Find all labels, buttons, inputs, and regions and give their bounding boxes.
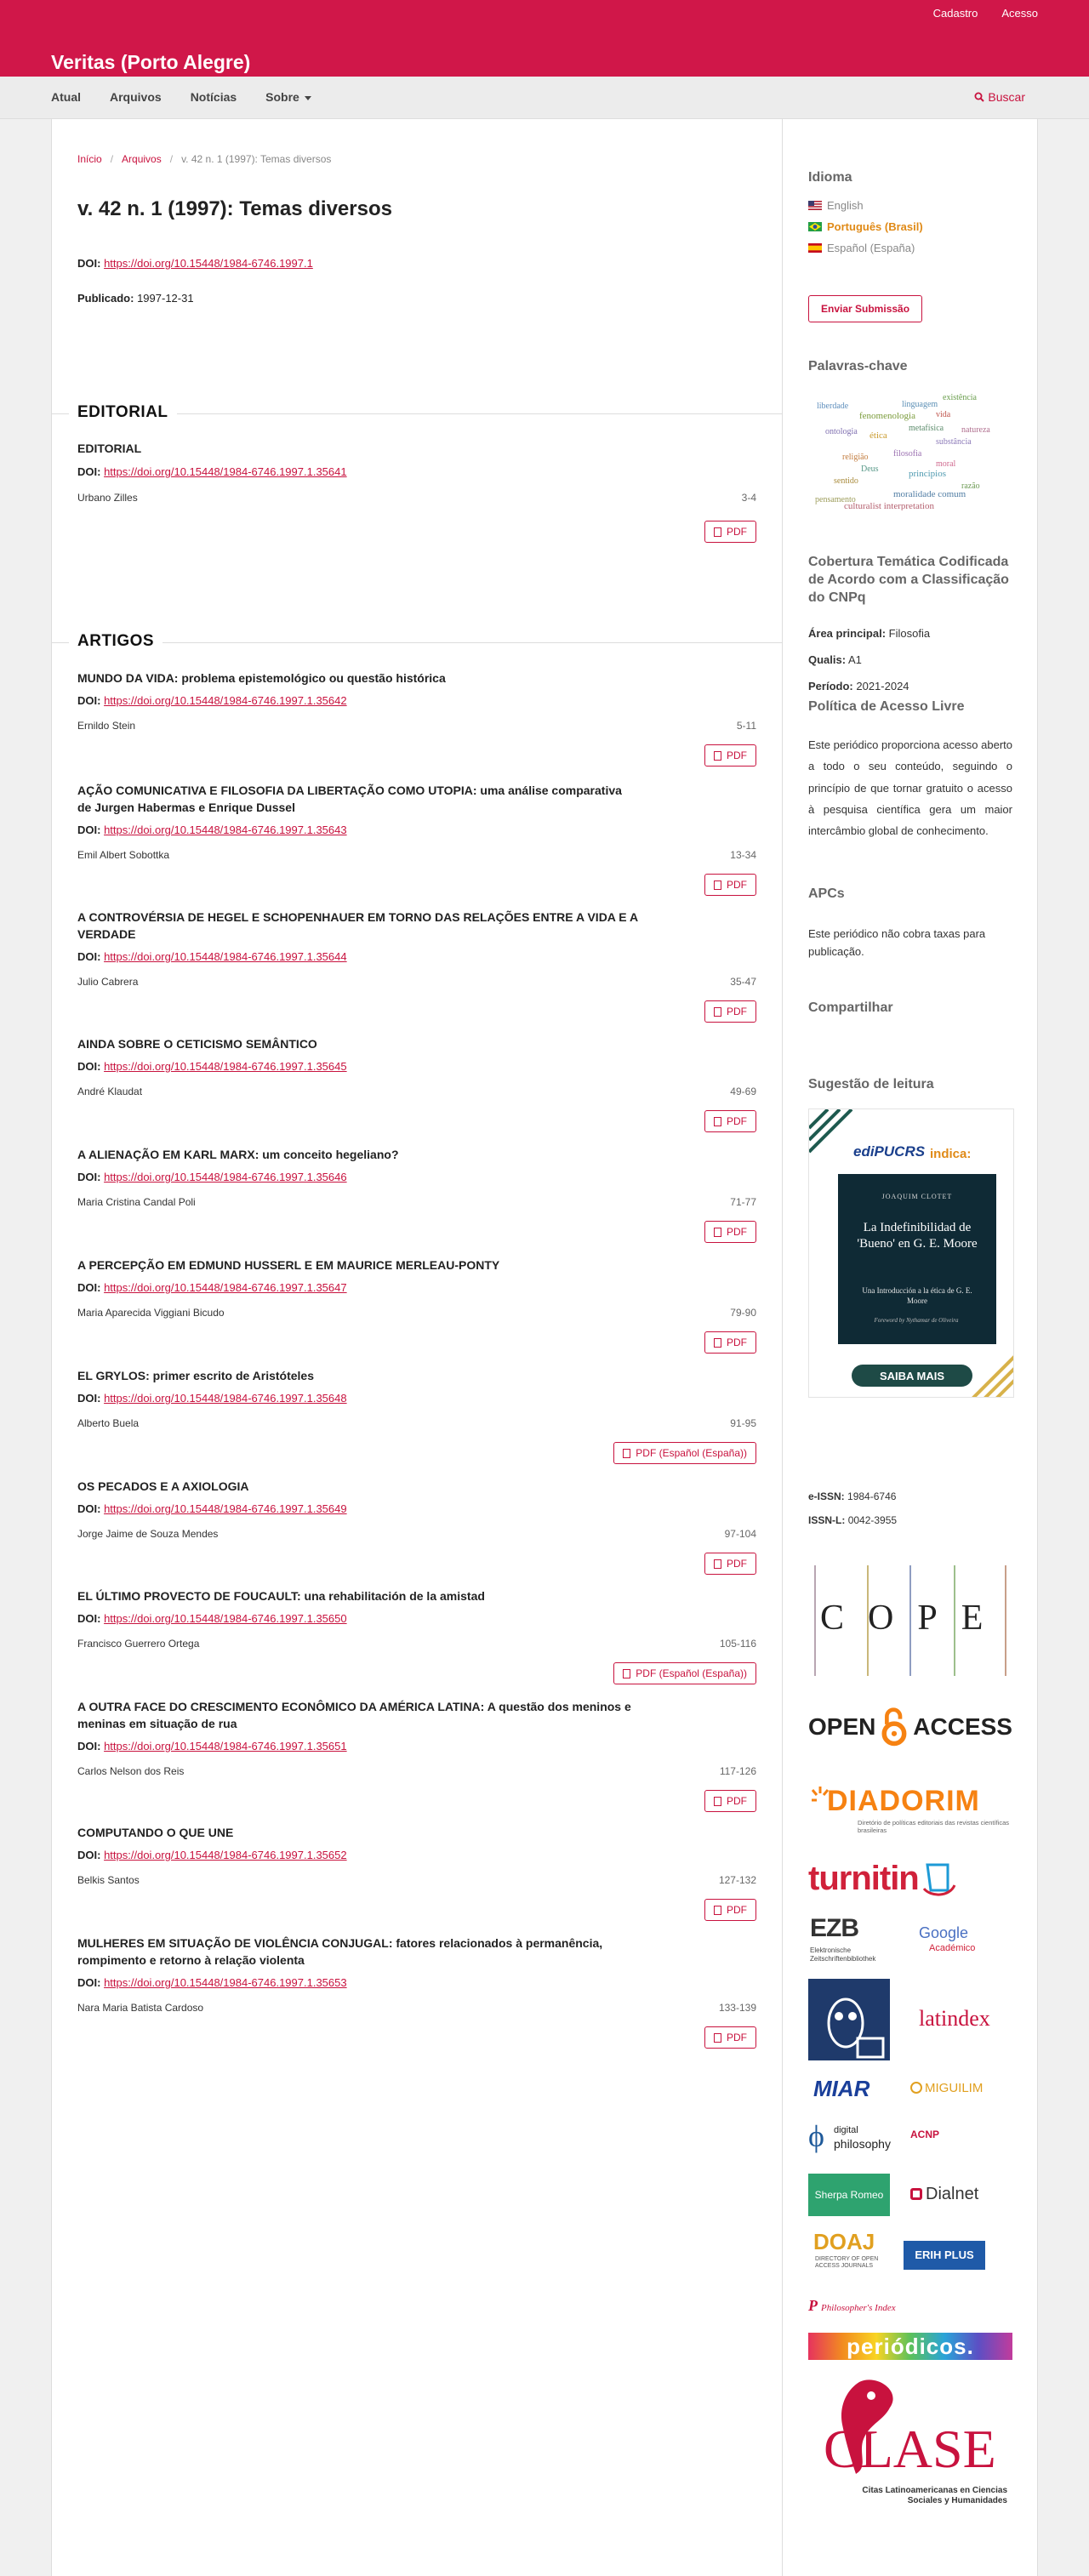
open-access-heading: Política de Acesso Livre <box>808 699 965 714</box>
article-pages: 133-139 <box>718 2002 756 2014</box>
doaj-subtitle: DIRECTORY OF OPEN ACCESS JOURNALS <box>815 2256 879 2270</box>
article-doi-link[interactable]: https://doi.org/10.15448/1984-6746.1997.1.35652 <box>104 1849 347 1861</box>
file-pdf-icon <box>623 1669 630 1678</box>
philosophers-index-logo[interactable] <box>808 2297 896 2315</box>
ezb-text: EZB <box>810 1914 858 1942</box>
article-pages: 35-47 <box>730 976 756 988</box>
article-title[interactable]: A ALIENAÇÃO EM KARL MARX: um conceito hegeliano? <box>77 1148 399 1161</box>
keyword[interactable]: culturalist interpretation <box>844 501 934 510</box>
file-pdf-icon <box>714 1338 721 1348</box>
clase-text: CLASE <box>824 2419 996 2479</box>
language-label: Português (Brasil) <box>827 220 923 233</box>
keyword[interactable]: liberdade <box>817 402 849 411</box>
doi-label: DOI: <box>77 1060 101 1073</box>
article-doi-link[interactable]: https://doi.org/10.15448/1984-6746.1997.1.35648 <box>104 1392 347 1405</box>
book-foreword: Foreword by Nythamar de Oliveira <box>874 1317 959 1324</box>
main-content <box>51 119 783 2576</box>
section-title: ARTIGOS <box>69 632 162 651</box>
section-title: EDITORIAL <box>69 403 177 422</box>
file-pdf-icon <box>623 1449 630 1458</box>
section-heading-artigos <box>52 632 784 653</box>
article-doi-link[interactable]: https://doi.org/10.15448/1984-6746.1997.1.35649 <box>104 1502 347 1515</box>
doi-label: DOI: <box>77 1171 101 1183</box>
article-title[interactable]: AINDA SOBRE O CETICISMO SEMÂNTICO <box>77 1037 317 1051</box>
digital-text: digital <box>834 2125 858 2135</box>
qualis-value: A1 <box>847 653 862 666</box>
article-pages: 117-126 <box>719 1765 756 1777</box>
article-doi <box>77 824 347 836</box>
pdf-galley-button[interactable] <box>704 2026 756 2049</box>
article-author: Francisco Guerrero Ortega <box>77 1638 200 1650</box>
article-pages: 49-69 <box>730 1086 756 1097</box>
dialnet-logo[interactable] <box>910 2185 978 2204</box>
user-links <box>933 7 1038 20</box>
pdf-galley-button[interactable] <box>613 1442 756 1464</box>
google-text: Google <box>919 1924 969 1941</box>
apcs-heading: APCs <box>808 886 845 901</box>
article-pages: 5-11 <box>736 720 756 732</box>
keyword[interactable]: pensamento <box>815 495 856 504</box>
article-doi <box>77 1392 347 1405</box>
breadcrumb-separator: / <box>169 153 174 165</box>
file-pdf-icon <box>714 1228 721 1237</box>
keyword[interactable]: principios <box>909 469 946 479</box>
philosophers-index-text: Philosopher's Index <box>821 2303 896 2313</box>
primary-nav <box>0 77 1089 119</box>
open-lock-icon <box>879 1701 909 1752</box>
pdf-galley-label: PDF <box>727 2032 747 2043</box>
pdf-galley-button[interactable] <box>704 1331 756 1354</box>
article-doi-link[interactable]: https://doi.org/10.15448/1984-6746.1997.1.35647 <box>104 1281 347 1294</box>
file-pdf-icon <box>714 881 721 890</box>
pdf-galley-label: PDF <box>727 749 747 761</box>
nav-about-label: Sobre <box>265 90 299 104</box>
article-doi <box>77 465 347 478</box>
keyword-cloud <box>808 383 1012 510</box>
issue-published <box>77 292 194 305</box>
published-label: Publicado: <box>77 292 134 305</box>
issue-doi-label: DOI: <box>77 257 101 270</box>
site-title[interactable]: Veritas (Porto Alegre) <box>51 51 251 73</box>
keyword[interactable]: natureza <box>961 425 990 435</box>
edipucrs-logo: ediPUCRS <box>853 1143 926 1160</box>
doi-label: DOI: <box>77 694 101 707</box>
pdf-galley-label: PDF <box>727 1115 747 1127</box>
article-doi-link[interactable]: https://doi.org/10.15448/1984-6746.1997.1.35645 <box>104 1060 347 1073</box>
nav-current[interactable]: Atual <box>51 90 81 104</box>
pdf-galley-label: PDF <box>727 1904 747 1916</box>
chevron-down-icon <box>305 96 311 100</box>
open-access-left: OPEN <box>808 1713 876 1740</box>
issue-doi <box>77 257 313 270</box>
nav-about[interactable] <box>265 90 311 104</box>
periodo-value: 2021-2024 <box>856 680 909 692</box>
article-doi-link[interactable]: https://doi.org/10.15448/1984-6746.1997.1.35653 <box>104 1976 347 1989</box>
keyword[interactable]: razão <box>961 482 980 491</box>
article-author: Maria Cristina Candal Poli <box>77 1196 196 1208</box>
acnp-logo[interactable]: ACNP <box>910 2129 940 2140</box>
article-doi-link[interactable]: https://doi.org/10.15448/1984-6746.1997.1.35641 <box>104 465 347 478</box>
article-author: Nara Maria Batista Cardoso <box>77 2002 204 2014</box>
doaj-logo[interactable] <box>808 2229 893 2285</box>
article-pages: 97-104 <box>724 1528 756 1540</box>
eissn-value: 1984-6746 <box>847 1490 897 1502</box>
article-pages: 91-95 <box>730 1417 756 1429</box>
pdf-galley-button[interactable] <box>613 1662 756 1684</box>
search-link[interactable] <box>974 90 1025 104</box>
article-author: Belkis Santos <box>77 1874 140 1886</box>
keyword[interactable]: vida <box>936 410 951 419</box>
apcs-text: Este periódico não cobra taxas para publicação. <box>808 927 986 958</box>
diadorim-logo[interactable] <box>808 1778 1012 1838</box>
search-label: Buscar <box>988 90 1025 104</box>
doi-label: DOI: <box>77 1502 101 1515</box>
breadcrumb-current: v. 42 n. 1 (1997): Temas diversos <box>181 153 332 165</box>
language-label: English <box>827 199 864 212</box>
breadcrumb-home[interactable]: Início <box>77 153 102 165</box>
article-title[interactable]: A CONTROVÉRSIA DE HEGEL E SCHOPENHAUER EM TORNO DAS RELAÇÕES ENTRE A VIDA E A VERDADE <box>77 910 638 941</box>
book-subtitle: Una Introducción a la ética de G. E. Moore <box>862 1286 972 1305</box>
file-pdf-icon <box>714 1007 721 1017</box>
pdf-galley-label: PDF <box>727 1795 747 1807</box>
doaj-text: DOAJ <box>813 2229 875 2254</box>
article-doi <box>77 1281 347 1294</box>
pdf-galley-label: PDF (Español (España)) <box>636 1667 747 1679</box>
indica-label: indica: <box>930 1147 972 1161</box>
qualis-label: Qualis: <box>808 653 847 666</box>
article-title[interactable]: OS PECADOS E A AXIOLOGIA <box>77 1479 249 1493</box>
keyword-cloud-graphic <box>808 383 1012 510</box>
doi-label: DOI: <box>77 1740 101 1752</box>
pdf-galley-label: PDF <box>727 879 747 891</box>
article-author: Jorge Jaime de Souza Mendes <box>77 1528 219 1540</box>
article-author: Emil Albert Sobottka <box>77 849 170 861</box>
article-doi-link[interactable]: https://doi.org/10.15448/1984-6746.1997.1.35651 <box>104 1740 347 1752</box>
ezb-logo[interactable] <box>808 1914 902 1967</box>
reading-suggestion-banner[interactable] <box>808 1108 1014 1398</box>
keyword[interactable]: fenomenologia <box>859 411 915 421</box>
language-label: Español (España) <box>827 242 915 254</box>
article-pages: 3-4 <box>741 492 756 504</box>
article-title[interactable]: EL GRYLOS: primer escrito de Aristóteles <box>77 1369 315 1382</box>
ezb-subtitle: Elektronische Zeitschriftenbibliothek <box>810 1946 876 1963</box>
nav-news[interactable]: Notícias <box>190 90 237 104</box>
keyword[interactable]: sentido <box>834 476 858 486</box>
eissn-label: e-ISSN: <box>808 1490 845 1502</box>
turnitin-page-icon <box>922 1860 956 1897</box>
file-pdf-icon <box>714 1117 721 1126</box>
latindex-logo[interactable]: latindex <box>919 2006 990 2031</box>
google-subtitle: Académico <box>929 1943 976 1953</box>
open-access-text: Este periódico proporciona acesso aberto a todo o seu conteúdo, seguindo o princípio de que tornar gratuito o acesso à pesquisa científica gera um maior intercâmbio global de conhecimento. <box>808 738 1012 838</box>
doi-label: DOI: <box>77 824 101 836</box>
sherpa-romeo-logo[interactable]: Sherpa Romeo <box>808 2174 890 2216</box>
article-doi-link[interactable]: https://doi.org/10.15448/1984-6746.1997.1.35650 <box>104 1612 347 1625</box>
article-doi <box>77 694 347 707</box>
keyword[interactable]: ontologia <box>825 427 858 436</box>
cnpq-area <box>808 624 1012 645</box>
us-flag-icon <box>808 201 822 210</box>
cnpq-qualis <box>808 650 1012 671</box>
spain-flag-icon <box>808 243 822 253</box>
file-pdf-icon <box>714 1797 721 1806</box>
keyword[interactable]: Deus <box>861 464 879 474</box>
doi-label: DOI: <box>77 950 101 963</box>
owl-icon <box>808 1979 890 2060</box>
article-doi <box>77 950 347 963</box>
register-link[interactable]: Cadastro <box>932 7 978 20</box>
pdf-galley-button[interactable] <box>704 744 756 767</box>
cnpq-heading: Cobertura Temática Codificada de Acordo com a Classificação do CNPq <box>808 555 1009 605</box>
reading-suggestion-heading: Sugestão de leitura <box>808 1077 934 1091</box>
article-pages: 13-34 <box>730 849 756 861</box>
article-author: Maria Aparecida Viggiani Bicudo <box>77 1307 225 1319</box>
article-title[interactable]: EDITORIAL <box>77 442 142 455</box>
doi-label: DOI: <box>77 465 101 478</box>
share-heading: Compartilhar <box>808 1000 893 1015</box>
breadcrumb <box>77 153 331 165</box>
article-author: Julio Cabrera <box>77 976 139 988</box>
doi-label: DOI: <box>77 1849 101 1861</box>
cope-logo[interactable] <box>808 1557 1012 1684</box>
miguilim-circle-icon <box>910 2082 922 2094</box>
pdf-galley-button[interactable] <box>704 1000 756 1023</box>
breadcrumb-separator: / <box>110 153 114 165</box>
turnitin-text: turnitin <box>808 1859 919 1897</box>
search-icon <box>974 92 984 102</box>
file-pdf-icon <box>714 2033 721 2043</box>
doi-label: DOI: <box>77 1612 101 1625</box>
doi-label: DOI: <box>77 1976 101 1989</box>
keyword[interactable]: ética <box>869 430 887 441</box>
article-title[interactable]: COMPUTANDO O QUE UNE <box>77 1826 234 1839</box>
section-heading-editorial <box>52 403 784 424</box>
article-title[interactable]: A PERCEPÇÃO EM EDMUND HUSSERL E EM MAURICE MERLEAU-PONTY <box>77 1258 500 1272</box>
keyword[interactable]: existência <box>943 393 977 402</box>
philosophers-index-icon: P <box>808 2297 818 2314</box>
digital-philosophy-logo[interactable] <box>808 2118 902 2161</box>
erih-plus-logo[interactable]: ERIH PLUS <box>904 2241 985 2270</box>
article-pages: 127-132 <box>718 1874 756 1886</box>
periodo-label: Período: <box>808 680 853 692</box>
article-author: Carlos Nelson dos Reis <box>77 1765 185 1777</box>
file-pdf-icon <box>714 751 721 761</box>
site-header <box>0 0 1089 77</box>
issue-doi-link[interactable]: https://doi.org/10.15448/1984-6746.1997.1 <box>104 257 313 270</box>
article-title[interactable]: AÇÃO COMUNICATIVA E FILOSOFIA DA LIBERTAÇÃO COMO UTOPIA: uma análise comparativa de Jurgen Habermas e Enrique Dussel <box>77 784 622 814</box>
pdf-galley-label: PDF (Español (España)) <box>636 1447 747 1459</box>
article-doi-link[interactable]: https://doi.org/10.15448/1984-6746.1997.1.35642 <box>104 694 347 707</box>
language-heading: Idioma <box>808 170 852 185</box>
brazil-flag-icon <box>808 222 822 231</box>
keyword[interactable]: linguagem <box>902 400 938 409</box>
miguilim-logo[interactable] <box>910 2081 983 2095</box>
article-doi <box>77 1171 347 1183</box>
turnitin-logo[interactable] <box>808 1855 1012 1902</box>
keyword[interactable]: metafísica <box>909 424 944 433</box>
open-access-logo[interactable] <box>808 1701 1012 1752</box>
keyword[interactable]: moral <box>936 459 956 469</box>
clase-logo[interactable] <box>808 2374 1012 2518</box>
clase-subtitle: Citas Latinoamericanas en Ciencias Sociales y Humanidades <box>862 2486 1007 2505</box>
article-title[interactable]: A OUTRA FACE DO CRESCIMENTO ECONÔMICO DA AMÉRICA LATINA: A questão dos meninos e meninas em situação de rua <box>77 1700 631 1730</box>
philosophy-owl-logo[interactable] <box>808 1979 890 2060</box>
breadcrumb-archives[interactable]: Arquivos <box>122 153 162 165</box>
article-doi-link[interactable]: https://doi.org/10.15448/1984-6746.1997.1.35643 <box>104 824 347 836</box>
article-title[interactable]: MULHERES EM SITUAÇÃO DE VIOLÊNCIA CONJUGAL: fatores relacionados à permanência, rompimento e retorno à relação violenta <box>77 1936 603 1967</box>
pdf-galley-button[interactable] <box>704 521 756 543</box>
dialnet-text: Dialnet <box>926 2185 979 2203</box>
language-option-english[interactable] <box>808 199 864 212</box>
diadorim-subtitle: Diretório de políticas editoriais das revistas científicas brasileiras <box>858 1819 1009 1834</box>
nav-archives[interactable]: Arquivos <box>110 90 162 104</box>
periodicos-logo[interactable]: periódicos. <box>808 2333 1012 2360</box>
article-author: Alberto Buela <box>77 1417 140 1429</box>
issnl-value: 0042-3955 <box>847 1514 898 1526</box>
pdf-galley-button[interactable] <box>704 874 756 896</box>
area-value: Filosofia <box>888 627 931 640</box>
sidebar <box>783 119 1038 2576</box>
article-doi <box>77 1502 347 1515</box>
article-title[interactable]: EL ÚLTIMO PROVECTO DE FOUCAULT: una rehabilitación de la amistad <box>77 1589 485 1603</box>
book-title: La Indefinibilidad de 'Bueno' en G. E. Moore <box>857 1221 978 1251</box>
login-link[interactable]: Acesso <box>1001 7 1038 20</box>
file-pdf-icon <box>714 527 721 537</box>
article-pages: 71-77 <box>730 1196 756 1208</box>
language-option-portuguese[interactable] <box>808 220 923 233</box>
article-doi <box>77 1612 347 1625</box>
article-doi <box>77 1849 347 1861</box>
diadorim-text: DIADORIM <box>827 1785 980 1817</box>
cnpq-periodo <box>808 676 1012 698</box>
article-doi <box>77 1060 347 1073</box>
pdf-galley-button[interactable] <box>704 1221 756 1243</box>
pdf-galley-label: PDF <box>727 1226 747 1238</box>
article-pages: 79-90 <box>730 1307 756 1319</box>
article-author: Ernildo Stein <box>77 720 136 732</box>
article-doi-link[interactable]: https://doi.org/10.15448/1984-6746.1997.1.35646 <box>104 1171 347 1183</box>
doi-label: DOI: <box>77 1392 101 1405</box>
pdf-galley-label: PDF <box>727 1558 747 1570</box>
article-title[interactable]: MUNDO DA VIDA: problema epistemológico ou questão histórica <box>77 671 446 685</box>
cope-text: COPE <box>820 1599 1007 1638</box>
published-date: 1997-12-31 <box>137 292 194 305</box>
issnl-label: ISSN-L: <box>808 1514 846 1526</box>
doi-label: DOI: <box>77 1281 101 1294</box>
page-title: v. 42 n. 1 (1997): Temas diversos <box>77 197 392 220</box>
keyword[interactable]: moralidade comum <box>893 489 966 499</box>
pdf-galley-label: PDF <box>727 1336 747 1348</box>
article-doi-link[interactable]: https://doi.org/10.15448/1984-6746.1997.1.35644 <box>104 950 347 963</box>
issnl <box>808 1511 1012 1530</box>
book-author: JOAQUIM CLOTET <box>881 1193 953 1200</box>
pdf-galley-button[interactable] <box>704 1899 756 1921</box>
pdf-galley-button[interactable] <box>704 1553 756 1575</box>
pdf-galley-label: PDF <box>727 1006 747 1017</box>
philosophy-text: philosophy <box>834 2137 891 2151</box>
article-doi <box>77 1976 347 1989</box>
miar-logo[interactable]: MIAR <box>813 2076 870 2101</box>
file-pdf-icon <box>714 1906 721 1915</box>
miguilim-text: MIGUILIM <box>925 2081 984 2095</box>
file-pdf-icon <box>714 1559 721 1569</box>
open-access-right: ACCESS <box>913 1713 1012 1740</box>
dialnet-icon <box>910 2188 922 2200</box>
keyword[interactable]: filosofia <box>893 449 922 459</box>
keyword[interactable]: religião <box>842 453 869 462</box>
language-option-spanish[interactable] <box>808 242 915 254</box>
make-submission-button[interactable]: Enviar Submissão <box>808 295 922 322</box>
article-doi <box>77 1740 347 1752</box>
pdf-galley-button[interactable] <box>704 1790 756 1812</box>
eissn <box>808 1487 1012 1507</box>
keywords-heading: Palavras-chave <box>808 359 908 373</box>
phi-icon: ϕ <box>808 2119 824 2153</box>
pdf-galley-button[interactable] <box>704 1110 756 1132</box>
article-author: André Klaudat <box>77 1086 143 1097</box>
area-label: Área principal: <box>808 627 887 640</box>
google-scholar-logo[interactable] <box>910 1921 1004 1963</box>
article-pages: 105-116 <box>719 1638 756 1650</box>
article-author: Urbano Zilles <box>77 492 138 504</box>
saiba-mais-button[interactable]: SAIBA MAIS <box>879 1370 945 1382</box>
keyword[interactable]: substância <box>936 437 972 447</box>
pdf-galley-label: PDF <box>727 526 747 538</box>
